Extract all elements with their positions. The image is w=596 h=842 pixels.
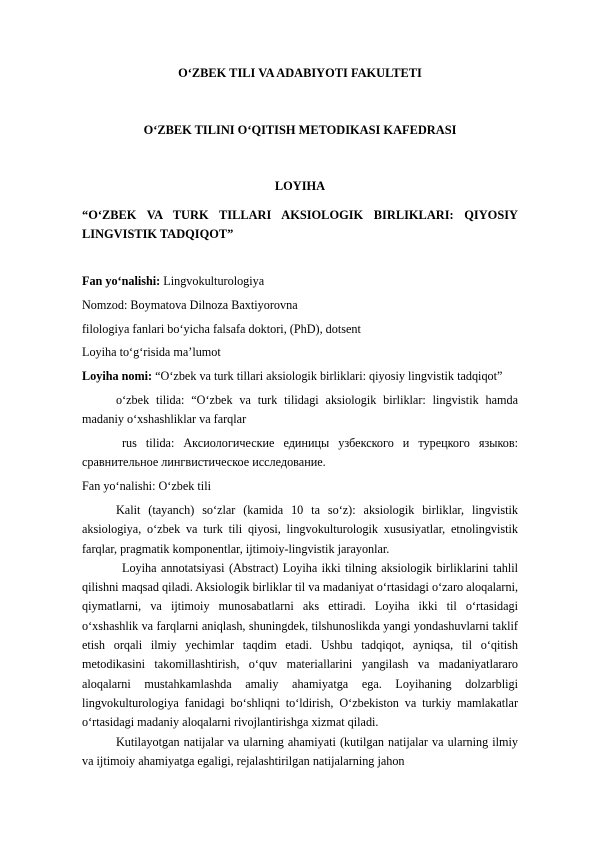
document-type-heading: LOYIHA — [274, 179, 326, 193]
faculty-heading: O‘ZBEK TILI VA ADABIYOTI FAKULTETI — [178, 66, 422, 80]
direction-value: Lingvokulturologiya — [160, 274, 265, 288]
abstract-paragraph: Loyiha annotatsiyasi (Abstract) Loyiha ikki tilning aksiologik birliklarini tahlil qilishni maqsad qiladi. Aksiologik birliklar til va madaniyat o‘rtasidagi o‘zaro aloqalarni, qiymatlarni, va ijtimoiy munosabatlarni aks ettiradi. Loyiha ikki til o‘rtasidagi o‘xshashlik va farqlarni aniqlash, shuningdek, tilshunoslikda yangi yondashuvlarni taklif etish orqali ilmiy yechimlar taqdim etadi. Ushbu tadqiqot, ayniqsa, til o‘qitish metodikasini takomillashtirish, o‘quv materiallarini yangilash va madaniyatlararo aloqalarni mustahkamlashda amaliy ahamiyatga ega. Loyihaning dolzarbligi lingvokulturologiya fanidagi bo‘shliqni to‘ldirish, O‘zbekiston va turkiy mamlakatlar o‘rtasidagi madaniy aloqalarni rivojlantirishga xizmat qiladi. — [82, 560, 518, 730]
expected-results-paragraph: Kutilayotgan natijalar va ularning ahamiyati (kutilgan natijalar va ularning ilmiy va ijtimoiy ahamiyatga egaligi, rejalashtirilgan natijalarning jahon — [82, 734, 518, 768]
degree-line: filologiya fanlari bo‘yicha falsafa doktori, (PhD), dotsent — [82, 321, 361, 336]
project-name-label: Loyiha nomi: — [82, 369, 153, 384]
project-name-value: “O‘zbek va turk tillari aksiologik birliklari: qiyosiy lingvistik tadqiqot” — [152, 369, 503, 384]
direction-line — [82, 272, 518, 291]
document-body — [82, 272, 518, 771]
direction-label: Fan yo‘nalishi: — [82, 274, 161, 288]
uzbek-title-line: o‘zbek tilida: “O‘zbek va turk tilidagi aksiologik birliklar: lingvistik hamda madaniy o‘xshashliklar va farqlar — [82, 392, 518, 427]
department-heading: O‘ZBEK TILINI O‘QITISH METODIKASI KAFEDRASI — [143, 123, 457, 137]
field-of-science-line: Fan yo‘nalishi: O‘zbek tili — [82, 479, 211, 494]
info-heading: Loyiha to‘g‘risida ma’lumot — [82, 345, 221, 360]
project-name-line — [82, 367, 518, 386]
candidate-line: Nomzod: Boymatova Dilnoza Baxtiyorovna — [82, 297, 298, 312]
project-title: “O‘ZBEK VA TURK TILLARI AKSIOLOGIK BIRLIKLARI: QIYOSIY LINGVISTIK TADQIQOT” — [82, 208, 518, 241]
russian-title-line: rus tilida: Аксиологические единицы узбекского и турецкого языков: сравнительное лингвистическое исследование. — [82, 436, 518, 470]
keywords-paragraph: Kalit (tayanch) so‘zlar (kamida 10 ta so‘z): aksiologik birliklar, lingvistik aksiologiya, o‘zbek va turk tili qiyosi, lingvokulturologik xususiyatlar, etnolingvistik farqlar, pragmatik komponentlar, ijtimoiy-lingvistik jarayonlar. — [82, 502, 518, 556]
